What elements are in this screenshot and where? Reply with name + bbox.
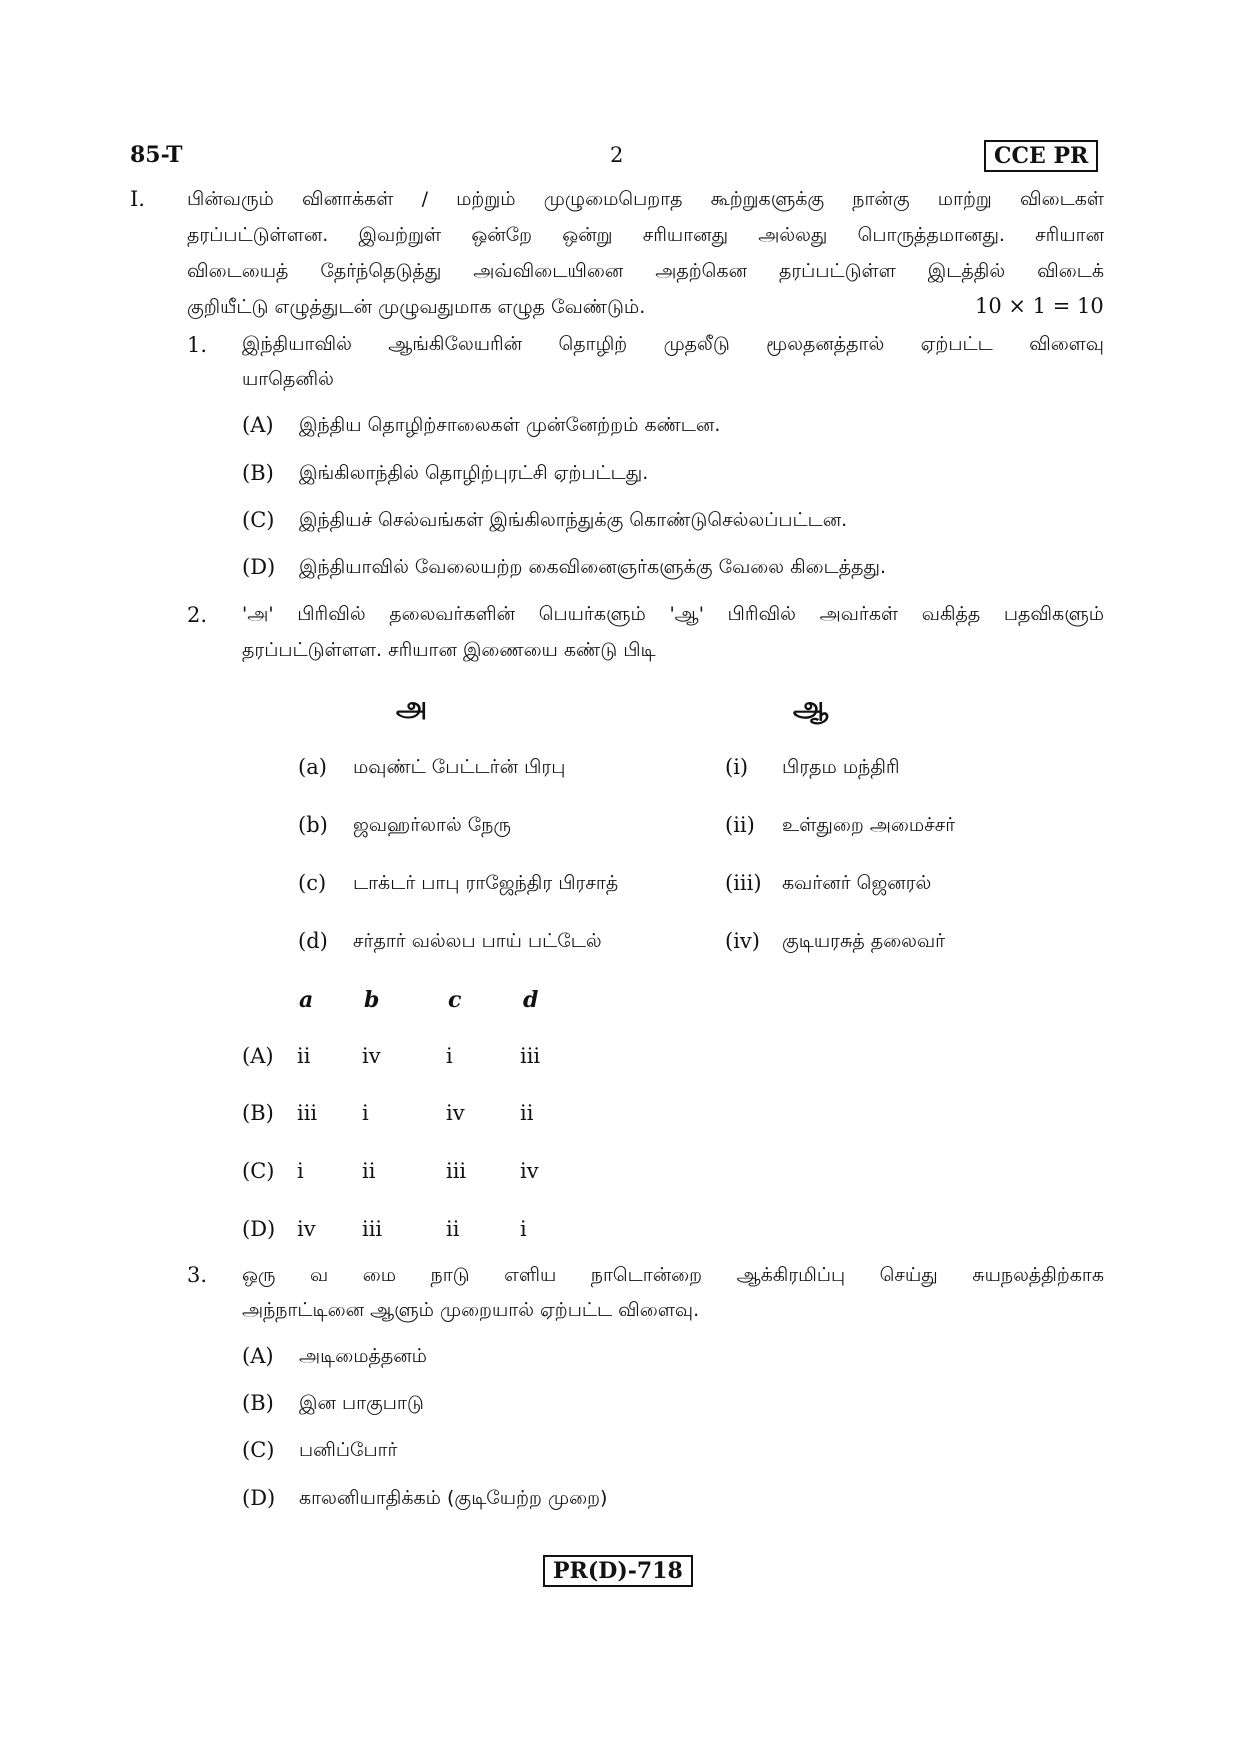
q1-option-c-text: இந்தியச் செல்வங்கள் இங்கிலாந்துக்கு கொண்டுசெல்லப்பட்டன.: [299, 509, 848, 531]
q2-option-c-val-1: i: [297, 1159, 304, 1183]
q2-key-header-d: d: [523, 987, 539, 1013]
q2-col-a-label-1: (a): [298, 755, 327, 779]
q2-option-a-val-2: iv: [362, 1044, 381, 1068]
q2-option-b-val-1: iii: [297, 1101, 318, 1125]
marks-allocation: 10 × 1 = 10: [975, 294, 1104, 318]
q2-option-d-val-2: iii: [362, 1217, 383, 1241]
q3-text-line-2: அந்நாட்டினை ஆளும் முறையால் ஏற்பட்ட விளைவு.: [242, 1299, 700, 1321]
q3-option-d-text: காலனியாதிக்கம் (குடியேற்ற முறை): [299, 1487, 608, 1509]
q2-number: 2.: [187, 603, 208, 627]
q2-option-b-val-4: ii: [520, 1101, 534, 1125]
q1-number: 1.: [187, 333, 208, 357]
q2-option-c-val-3: iii: [446, 1159, 467, 1183]
q2-col-b-label-2: (ii): [725, 813, 755, 837]
q3-option-a-label: (A): [242, 1344, 274, 1368]
q2-col-b-label-4: (iv): [725, 929, 760, 953]
q2-option-c-label: (C): [242, 1159, 275, 1183]
q2-key-header-a: a: [299, 987, 314, 1013]
q2-option-a-label: (A): [242, 1044, 274, 1068]
q2-option-d-val-3: ii: [446, 1217, 460, 1241]
q1-option-d-label: (D): [242, 555, 276, 579]
section-roman: I.: [130, 187, 145, 211]
q2-col-a-label-3: (c): [298, 871, 327, 895]
q2-col-b-label-1: (i): [725, 755, 749, 779]
instruction-line-4: குறியீட்டு எழுத்துடன் முழுவதுமாக எழுத வேண்டும்.: [187, 296, 646, 318]
q3-option-b-label: (B): [242, 1391, 274, 1415]
q2-option-b-label: (B): [242, 1101, 274, 1125]
page-number: 2: [610, 143, 624, 167]
q2-option-a-val-3: i: [446, 1044, 453, 1068]
q2-key-header-c: c: [448, 987, 462, 1013]
q1-option-b-label: (B): [242, 461, 274, 485]
q2-text-line-1: 'அ' பிரிவில் தலைவர்களின் பெயர்களும் 'ஆ' பிரிவில் அவர்கள் வகித்த பதவிகளும்: [242, 603, 1104, 625]
q2-option-c-val-2: ii: [362, 1159, 376, 1183]
q3-option-d-label: (D): [242, 1486, 276, 1510]
q2-option-a-val-1: ii: [297, 1044, 311, 1068]
q3-text-line-1: ஒரு வ மை நாடு எளிய நாடொன்றை ஆக்கிரமிப்பு செய்து சுயநலத்திற்காக: [242, 1264, 1104, 1286]
q2-col-b-text-4: குடியரசுத் தலைவர்: [782, 930, 946, 952]
q2-col-b-text-1: பிரதம மந்திரி: [782, 756, 900, 778]
q2-col-a-text-2: ஜவஹர்லால் நேரு: [353, 814, 512, 836]
q1-option-d-text: இந்தியாவில் வேலையற்ற கைவினைஞர்களுக்கு வேலை கிடைத்தது.: [299, 556, 887, 578]
q2-col-b-text-3: கவர்னர் ஜெனரல்: [782, 872, 932, 894]
q2-option-b-val-2: i: [362, 1101, 369, 1125]
instruction-line-3: விடையைத் தேர்ந்தெடுத்து அவ்விடையினை அதற்கென தரப்பட்டுள்ள இடத்தில் விடைக்: [187, 260, 1104, 282]
q1-text-line-2: யாதெனில்: [242, 368, 334, 390]
q2-col-a-text-4: சர்தார் வல்லப பாய் பட்டேல்: [353, 930, 602, 952]
q1-option-a-text: இந்திய தொழிற்சாலைகள் முன்னேற்றம் கண்டன.: [299, 414, 721, 436]
q2-key-header-b: b: [364, 987, 380, 1013]
q3-option-c-label: (C): [242, 1438, 275, 1462]
q2-col-a-text-3: டாக்டர் பாபு ராஜேந்திர பிரசாத்: [353, 872, 619, 894]
q1-text-line-1: இந்தியாவில் ஆங்கிலேயரின் தொழிற் முதலீடு மூலதனத்தால் ஏற்பட்ட விளைவு: [242, 333, 1104, 355]
q1-option-b-text: இங்கிலாந்தில் தொழிற்புரட்சி ஏற்பட்டது.: [299, 462, 649, 484]
q2-text-line-2: தரப்பட்டுள்ளள. சரியான இணையை கண்டு பிடி: [242, 639, 656, 661]
q2-column-b-heading: ஆ: [793, 690, 829, 723]
series-code-box: CCE PR: [984, 140, 1098, 172]
q2-col-a-label-4: (d): [298, 929, 328, 953]
q2-option-d-label: (D): [242, 1217, 276, 1241]
q3-option-c-text: பனிப்போர்: [299, 1439, 398, 1461]
instruction-line-1: பின்வரும் வினாக்கள் / மற்றும் முழுமைபெறாத கூற்றுகளுக்கு நான்கு மாற்று விடைகள்: [187, 188, 1104, 210]
q2-option-a-val-4: iii: [520, 1044, 541, 1068]
q2-option-c-val-4: iv: [520, 1159, 539, 1183]
q3-option-a-text: அடிமைத்தனம்: [299, 1345, 427, 1367]
q2-col-a-label-2: (b): [298, 813, 328, 837]
q3-number: 3.: [187, 1263, 208, 1287]
instruction-line-2: தரப்பட்டுள்ளன. இவற்றுள் ஒன்றே ஒன்று சரியானது அல்லது பொருத்தமானது. சரியான: [187, 224, 1104, 246]
q2-option-d-val-4: i: [520, 1217, 527, 1241]
q2-col-a-text-1: மவுண்ட் பேட்டர்ன் பிரபு: [353, 756, 566, 778]
q2-col-b-text-2: உள்துறை அமைச்சர்: [782, 814, 956, 836]
subject-code: 85-T: [130, 142, 183, 168]
footer-code-box: PR(D)-718: [543, 1555, 693, 1587]
q2-option-b-val-3: iv: [446, 1101, 465, 1125]
q1-option-c-label: (C): [242, 508, 275, 532]
q2-col-b-label-3: (iii): [725, 871, 762, 895]
q3-option-b-text: இன பாகுபாடு: [299, 1392, 424, 1414]
q2-option-d-val-1: iv: [297, 1217, 316, 1241]
q1-option-a-label: (A): [242, 413, 274, 437]
q2-column-a-heading: அ: [396, 690, 428, 723]
